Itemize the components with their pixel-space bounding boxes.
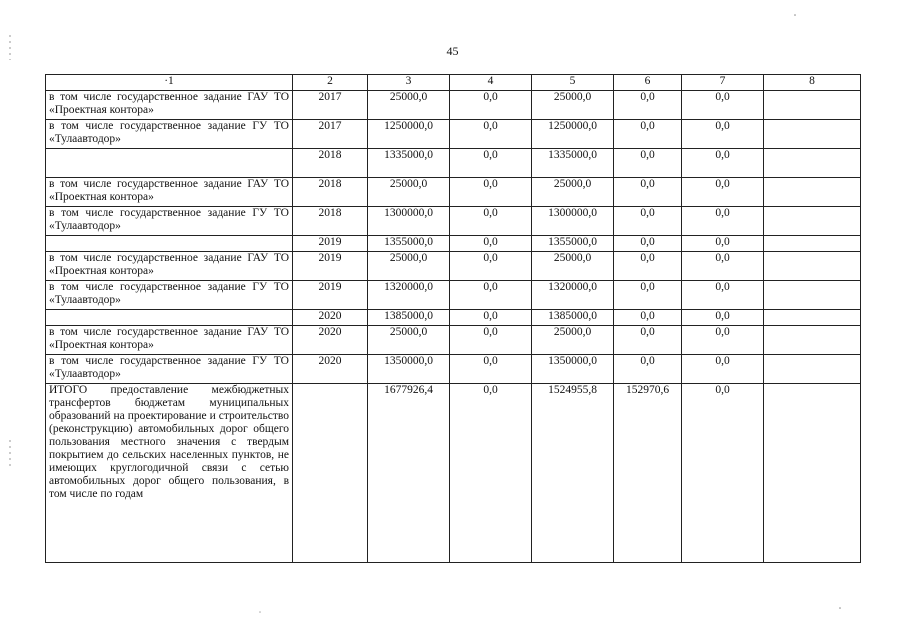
extra-budget-cell: 0,0	[682, 178, 764, 207]
regional-budget-cell: 25000,0	[532, 252, 614, 281]
year-cell: 2020	[293, 310, 368, 326]
federal-budget-cell: 0,0	[450, 120, 532, 149]
extra-budget-cell: 0,0	[682, 281, 764, 310]
extra-budget-cell: 0,0	[682, 384, 764, 563]
local-budget-cell: 0,0	[614, 207, 682, 236]
extra-budget-cell: 0,0	[682, 207, 764, 236]
local-budget-cell: 0,0	[614, 326, 682, 355]
total-amount-cell: 25000,0	[368, 252, 450, 281]
column-header-1: ·1	[46, 75, 293, 91]
local-budget-cell: 0,0	[614, 310, 682, 326]
total-amount-cell: 1677926,4	[368, 384, 450, 563]
year-cell: 2019	[293, 281, 368, 310]
description-cell: в том числе государственное задание ГАУ ТО «Проектная контора»	[46, 91, 293, 120]
federal-budget-cell: 0,0	[450, 149, 532, 178]
extra-budget-cell: 0,0	[682, 310, 764, 326]
description-cell: ИТОГО предоставление межбюджетных трансфертов бюджетам муниципальных образований на проектирование и строительство (реконструкцию) автомобильных дорог общего пользования местного значения с твердым покрытием до сельских населенных пунктов, не имеющих круглогодичной связи с сетью автомобильных дорог общего пользования, в том числе по годам	[46, 384, 293, 563]
year-cell: 2018	[293, 149, 368, 178]
regional-budget-cell: 25000,0	[532, 178, 614, 207]
local-budget-cell: 0,0	[614, 149, 682, 178]
federal-budget-cell: 0,0	[450, 384, 532, 563]
year-cell: 2019	[293, 252, 368, 281]
total-amount-cell: 1300000,0	[368, 207, 450, 236]
column-header-4: 4	[450, 75, 532, 91]
federal-budget-cell: 0,0	[450, 252, 532, 281]
year-cell: 2020	[293, 355, 368, 384]
description-cell: в том числе государственное задание ГУ ТО «Тулаавтодор»	[46, 281, 293, 310]
extra-budget-cell: 0,0	[682, 91, 764, 120]
description-cell: в том числе государственное задание ГУ ТО «Тулаавтодор»	[46, 207, 293, 236]
total-amount-cell: 25000,0	[368, 91, 450, 120]
federal-budget-cell: 0,0	[450, 326, 532, 355]
description-cell: в том числе государственное задание ГАУ ТО «Проектная контора»	[46, 252, 293, 281]
description-cell: в том числе государственное задание ГУ ТО «Тулаавтодор»	[46, 355, 293, 384]
total-amount-cell: 1250000,0	[368, 120, 450, 149]
column-header-6: 6	[614, 75, 682, 91]
local-budget-cell: 0,0	[614, 91, 682, 120]
column-header-7: 7	[682, 75, 764, 91]
federal-budget-cell: 0,0	[450, 310, 532, 326]
regional-budget-cell: 1300000,0	[532, 207, 614, 236]
federal-budget-cell: 0,0	[450, 236, 532, 252]
total-amount-cell: 25000,0	[368, 178, 450, 207]
federal-budget-cell: 0,0	[450, 207, 532, 236]
federal-budget-cell: 0,0	[450, 281, 532, 310]
column-header-3: 3	[368, 75, 450, 91]
federal-budget-cell: 0,0	[450, 355, 532, 384]
description-cell: в том числе государственное задание ГАУ ТО «Проектная контора»	[46, 326, 293, 355]
total-amount-cell: 25000,0	[368, 326, 450, 355]
description-cell: в том числе государственное задание ГУ ТО «Тулаавтодор»	[46, 120, 293, 149]
column-header-8: 8	[764, 75, 861, 91]
regional-budget-cell: 1524955,8	[532, 384, 614, 563]
regional-budget-cell: 1355000,0	[532, 236, 614, 252]
description-cell: в том числе государственное задание ГАУ ТО «Проектная контора»	[46, 178, 293, 207]
regional-budget-cell: 1350000,0	[532, 355, 614, 384]
local-budget-cell: 0,0	[614, 281, 682, 310]
extra-budget-cell: 0,0	[682, 355, 764, 384]
total-amount-cell: 1355000,0	[368, 236, 450, 252]
regional-budget-cell: 1320000,0	[532, 281, 614, 310]
year-cell: 2017	[293, 120, 368, 149]
year-cell: 2017	[293, 91, 368, 120]
regional-budget-cell: 25000,0	[532, 91, 614, 120]
local-budget-cell: 152970,6	[614, 384, 682, 563]
extra-budget-cell: 0,0	[682, 149, 764, 178]
total-amount-cell: 1350000,0	[368, 355, 450, 384]
year-cell: 2020	[293, 326, 368, 355]
local-budget-cell: 0,0	[614, 355, 682, 384]
year-cell: 2018	[293, 178, 368, 207]
extra-budget-cell: 0,0	[682, 252, 764, 281]
column-header-5: 5	[532, 75, 614, 91]
extra-budget-cell: 0,0	[682, 236, 764, 252]
column-header-2: 2	[293, 75, 368, 91]
year-cell: 2019	[293, 236, 368, 252]
local-budget-cell: 0,0	[614, 236, 682, 252]
local-budget-cell: 0,0	[614, 252, 682, 281]
local-budget-cell: 0,0	[614, 178, 682, 207]
extra-budget-cell: 0,0	[682, 326, 764, 355]
total-amount-cell: 1320000,0	[368, 281, 450, 310]
federal-budget-cell: 0,0	[450, 91, 532, 120]
regional-budget-cell: 1385000,0	[532, 310, 614, 326]
total-amount-cell: 1385000,0	[368, 310, 450, 326]
local-budget-cell: 0,0	[614, 120, 682, 149]
year-cell: 2018	[293, 207, 368, 236]
total-amount-cell: 1335000,0	[368, 149, 450, 178]
page-number: 45	[446, 44, 459, 58]
regional-budget-cell: 1250000,0	[532, 120, 614, 149]
federal-budget-cell: 0,0	[450, 178, 532, 207]
regional-budget-cell: 1335000,0	[532, 149, 614, 178]
extra-budget-cell: 0,0	[682, 120, 764, 149]
regional-budget-cell: 25000,0	[532, 326, 614, 355]
